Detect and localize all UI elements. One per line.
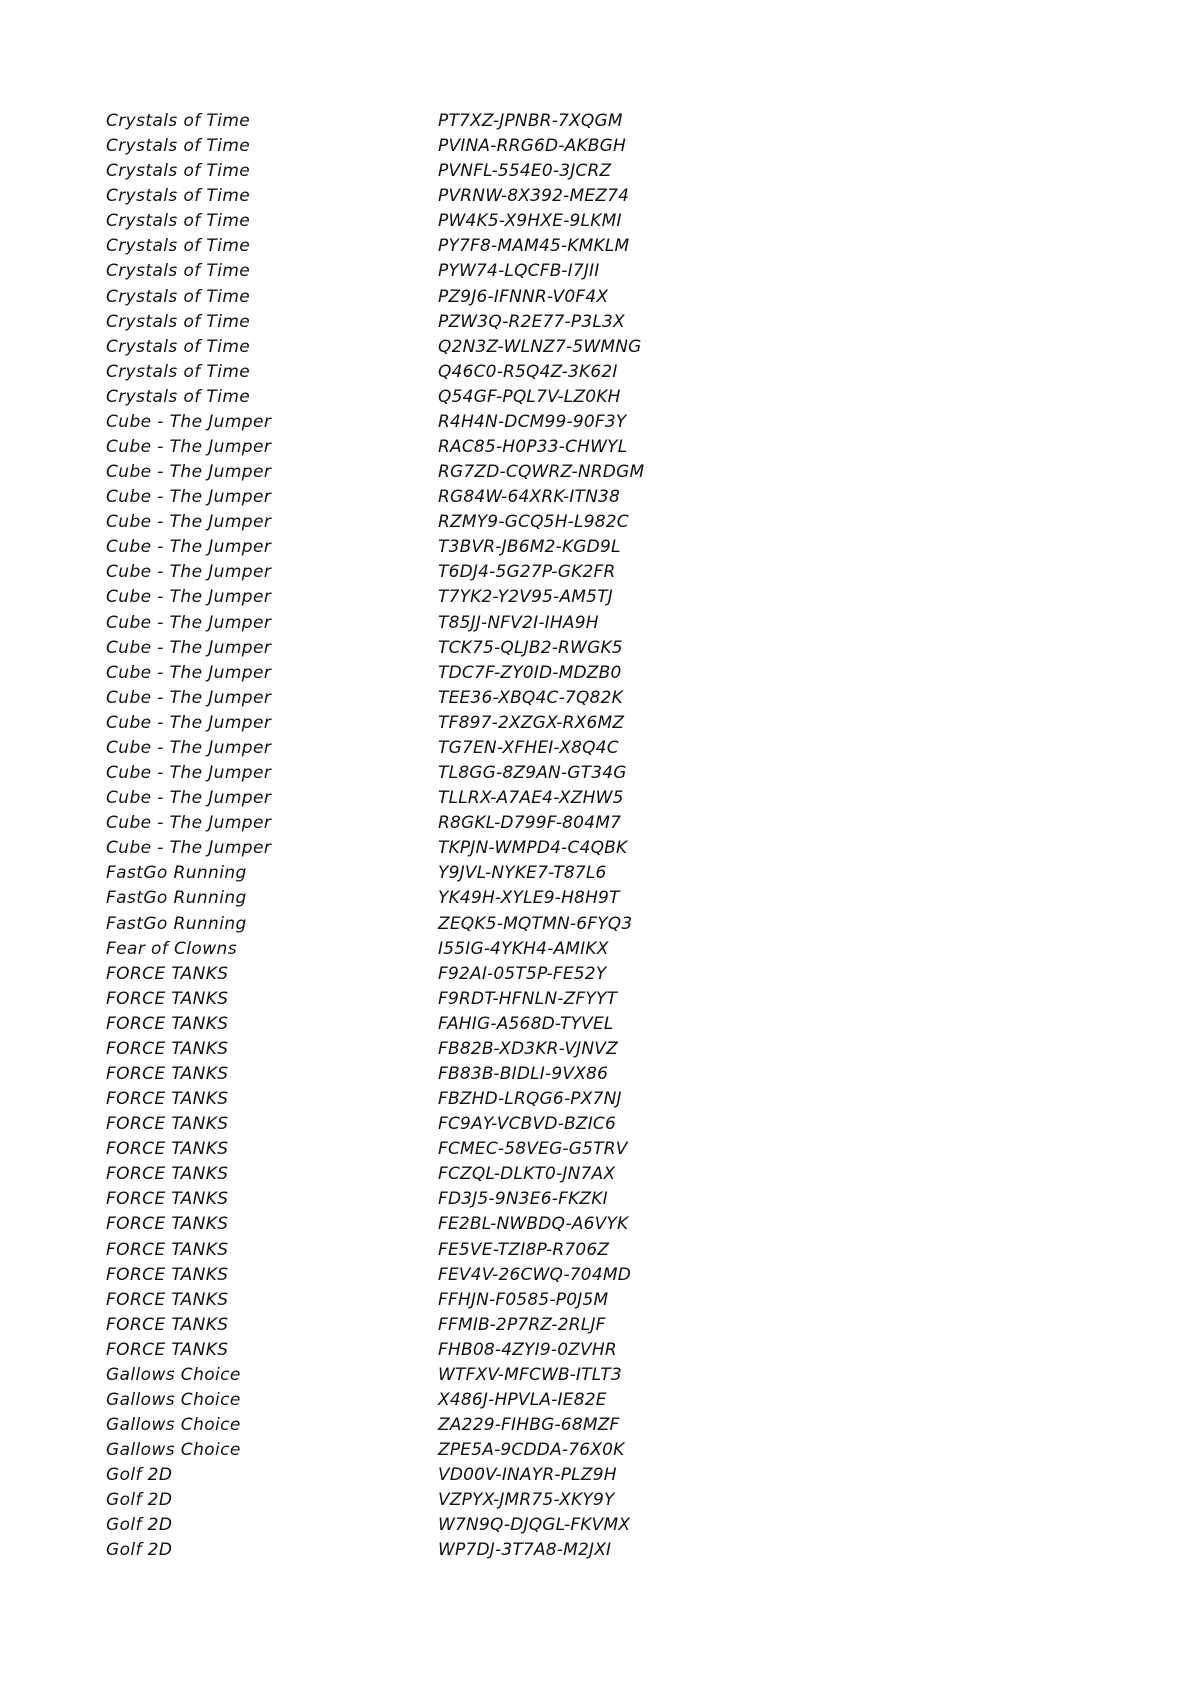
list-item	[106, 761, 806, 786]
game-title: Crystals of Time	[106, 261, 251, 282]
game-title: Golf 2D	[106, 1515, 173, 1536]
list-item	[106, 1037, 806, 1062]
product-key: TEE36-XBQ4C-7Q82K	[438, 687, 623, 708]
product-key: ZPE5A-9CDDA-76X0K	[438, 1440, 625, 1461]
list-item	[106, 310, 806, 335]
list-item	[106, 1488, 806, 1513]
game-title: FORCE TANKS	[106, 1139, 229, 1160]
list-item	[106, 912, 806, 937]
product-key: PVRNW-8X392-MEZ74	[438, 186, 630, 207]
game-title: Fear of Clowns	[106, 938, 237, 959]
list-item	[106, 686, 806, 711]
product-key: PYW74-LQCFB-I7JII	[438, 261, 600, 282]
game-title: Gallows Choice	[106, 1415, 241, 1436]
list-item	[106, 1187, 806, 1212]
product-key: T3BVR-JB6M2-KGD9L	[438, 537, 621, 558]
game-title: Cube - The Jumper	[106, 712, 272, 733]
list-item	[106, 335, 806, 360]
product-key: PT7XZ-JPNBR-7XQGM	[438, 111, 623, 131]
game-title: FORCE TANKS	[106, 1289, 229, 1310]
product-key: FE2BL-NWBDQ-A6VYK	[438, 1214, 629, 1235]
list-item	[106, 711, 806, 736]
list-item	[106, 285, 806, 310]
game-title: Cube - The Jumper	[106, 687, 272, 708]
product-key: VD00V-INAYR-PLZ9H	[438, 1465, 617, 1486]
product-key: ZEQK5-MQTMN-6FYQ3	[438, 913, 633, 934]
product-key: TF897-2XZGX-RX6MZ	[438, 712, 625, 733]
product-key: YK49H-XYLE9-H8H9T	[438, 888, 620, 909]
game-title: Golf 2D	[106, 1540, 173, 1561]
list-item	[106, 360, 806, 385]
game-title: FORCE TANKS	[106, 1314, 229, 1335]
game-title: Cube - The Jumper	[106, 838, 272, 859]
product-key: FE5VE-TZI8P-R706Z	[438, 1239, 610, 1260]
product-key: T7YK2-Y2V95-AM5TJ	[438, 587, 613, 608]
game-title: Crystals of Time	[106, 361, 251, 382]
list-item	[106, 1438, 806, 1463]
product-key: PZ9J6-IFNNR-V0F4X	[438, 286, 609, 307]
game-title: Crystals of Time	[106, 311, 251, 332]
game-title: Cube - The Jumper	[106, 763, 272, 784]
product-key: FHB08-4ZYI9-0ZVHR	[438, 1339, 617, 1360]
list-item	[106, 1238, 806, 1263]
list-item	[106, 962, 806, 987]
game-title: FastGo Running	[106, 888, 247, 909]
product-key: PVINA-RRG6D-AKBGH	[438, 136, 627, 157]
list-item	[106, 661, 806, 686]
list-item	[106, 937, 806, 962]
list-item	[106, 1212, 806, 1237]
game-title: Cube - The Jumper	[106, 537, 272, 558]
list-item	[106, 385, 806, 410]
game-title: FORCE TANKS	[106, 1214, 229, 1235]
game-title: Cube - The Jumper	[106, 737, 272, 758]
list-item	[106, 636, 806, 661]
list-item	[106, 1162, 806, 1187]
list-item	[106, 510, 806, 535]
game-title: Cube - The Jumper	[106, 637, 272, 658]
list-item	[106, 560, 806, 585]
product-key: T85JJ-NFV2I-IHA9H	[438, 612, 599, 633]
product-key: FFHJN-F0585-P0J5M	[438, 1289, 609, 1310]
list-item	[106, 1538, 806, 1563]
product-key: I55IG-4YKH4-AMIKX	[438, 938, 609, 959]
list-item	[106, 1087, 806, 1112]
list-item	[106, 1112, 806, 1137]
game-title: FORCE TANKS	[106, 1189, 229, 1210]
game-title: FORCE TANKS	[106, 1264, 229, 1285]
game-title: FORCE TANKS	[106, 1013, 229, 1034]
list-item	[106, 886, 806, 911]
list-item	[106, 109, 806, 134]
product-key: PZW3Q-R2E77-P3L3X	[438, 311, 625, 332]
game-title: FORCE TANKS	[106, 963, 229, 984]
list-item	[106, 134, 806, 159]
list-item	[106, 259, 806, 284]
product-key: FCZQL-DLKT0-JN7AX	[438, 1164, 616, 1185]
product-key: VZPYX-JMR75-XKY9Y	[438, 1490, 615, 1511]
product-key: TKPJN-WMPD4-C4QBK	[438, 838, 628, 859]
game-title: Cube - The Jumper	[106, 437, 272, 458]
list-item	[106, 611, 806, 636]
product-key: FB82B-XD3KR-VJNVZ	[438, 1038, 618, 1059]
list-item	[106, 811, 806, 836]
product-key: RAC85-H0P33-CHWYL	[438, 437, 628, 458]
game-title: FORCE TANKS	[106, 1164, 229, 1185]
game-title: Gallows Choice	[106, 1364, 241, 1385]
product-key: FC9AY-VCBVD-BZIC6	[438, 1114, 617, 1135]
list-item	[106, 435, 806, 460]
list-item	[106, 987, 806, 1012]
game-title: Cube - The Jumper	[106, 788, 272, 809]
list-item	[106, 1338, 806, 1363]
product-key: TCK75-QLJB2-RWGK5	[438, 637, 623, 658]
list-item	[106, 1413, 806, 1438]
game-title: Crystals of Time	[106, 386, 251, 407]
game-title: Cube - The Jumper	[106, 612, 272, 633]
product-key: RZMY9-GCQ5H-L982C	[438, 512, 629, 533]
game-title: Cube - The Jumper	[106, 512, 272, 533]
product-key: PY7F8-MAM45-KMKLM	[438, 236, 630, 257]
game-title: FastGo Running	[106, 863, 247, 884]
product-key: F9RDT-HFNLN-ZFYYT	[438, 988, 618, 1009]
list-item	[106, 585, 806, 610]
game-title: Crystals of Time	[106, 336, 251, 357]
list-item	[106, 786, 806, 811]
game-title: Crystals of Time	[106, 236, 251, 257]
product-key: FB83B-BIDLI-9VX86	[438, 1063, 609, 1084]
list-item	[106, 1062, 806, 1087]
game-title: FORCE TANKS	[106, 988, 229, 1009]
list-item	[106, 1388, 806, 1413]
product-key: Q2N3Z-WLNZ7-5WMNG	[438, 336, 642, 357]
list-item	[106, 1012, 806, 1037]
game-title: Cube - The Jumper	[106, 411, 272, 432]
list-item	[106, 159, 806, 184]
list-item	[106, 460, 806, 485]
game-title: Crystals of Time	[106, 111, 251, 131]
list-item	[106, 836, 806, 861]
game-title: Crystals of Time	[106, 161, 251, 182]
list-item	[106, 736, 806, 761]
list-item	[106, 1513, 806, 1538]
game-title: FORCE TANKS	[106, 1339, 229, 1360]
product-key: Y9JVL-NYKE7-T87L6	[438, 863, 607, 884]
product-key: Q46C0-R5Q4Z-3K62I	[438, 361, 618, 382]
product-key: R4H4N-DCM99-90F3Y	[438, 411, 627, 432]
list-item	[106, 1288, 806, 1313]
product-key: WTFXV-MFCWB-ITLT3	[438, 1364, 622, 1385]
game-title: Cube - The Jumper	[106, 462, 272, 483]
game-title: FastGo Running	[106, 913, 247, 934]
game-title: Golf 2D	[106, 1465, 173, 1486]
product-key: TG7EN-XFHEI-X8Q4C	[438, 737, 619, 758]
product-key: FFMIB-2P7RZ-2RLJF	[438, 1314, 606, 1335]
game-title: Cube - The Jumper	[106, 662, 272, 683]
list-item	[106, 209, 806, 234]
list-item	[106, 1463, 806, 1488]
game-title: Crystals of Time	[106, 186, 251, 207]
product-key: Q54GF-PQL7V-LZ0KH	[438, 386, 621, 407]
list-item	[106, 1137, 806, 1162]
product-key: F92AI-05T5P-FE52Y	[438, 963, 607, 984]
list-item	[106, 1313, 806, 1338]
game-title: Gallows Choice	[106, 1440, 241, 1461]
game-title: Crystals of Time	[106, 286, 251, 307]
game-title: FORCE TANKS	[106, 1038, 229, 1059]
product-key: T6DJ4-5G27P-GK2FR	[438, 562, 616, 583]
game-title: Cube - The Jumper	[106, 813, 272, 834]
game-title: Cube - The Jumper	[106, 587, 272, 608]
product-key: FEV4V-26CWQ-704MD	[438, 1264, 631, 1285]
product-key: RG84W-64XRK-ITN38	[438, 487, 621, 508]
game-title: Golf 2D	[106, 1490, 173, 1511]
product-key: RG7ZD-CQWRZ-NRDGM	[438, 462, 645, 483]
list-item	[106, 485, 806, 510]
product-key: TLLRX-A7AE4-XZHW5	[438, 788, 624, 809]
product-key: TL8GG-8Z9AN-GT34G	[438, 763, 627, 784]
game-title: Cube - The Jumper	[106, 487, 272, 508]
list-item	[106, 234, 806, 259]
product-key: PVNFL-554E0-3JCRZ	[438, 161, 612, 182]
product-key: PW4K5-X9HXE-9LKMI	[438, 211, 622, 232]
game-title: FORCE TANKS	[106, 1063, 229, 1084]
game-title: FORCE TANKS	[106, 1114, 229, 1135]
list-item	[106, 184, 806, 209]
product-key: FCMEC-58VEG-G5TRV	[438, 1139, 628, 1160]
game-title: Crystals of Time	[106, 136, 251, 157]
game-title: Cube - The Jumper	[106, 562, 272, 583]
list-item	[106, 861, 806, 886]
product-key: W7N9Q-DJQGL-FKVMX	[438, 1515, 631, 1536]
game-title: FORCE TANKS	[106, 1239, 229, 1260]
game-title: Crystals of Time	[106, 211, 251, 232]
product-key: ZA229-FIHBG-68MZF	[438, 1415, 620, 1436]
list-item	[106, 410, 806, 435]
product-key: FAHIG-A568D-TYVEL	[438, 1013, 614, 1034]
product-key: R8GKL-D799F-804M7	[438, 813, 622, 834]
product-key: TDC7F-ZY0ID-MDZB0	[438, 662, 622, 683]
list-item	[106, 535, 806, 560]
product-key: WP7DJ-3T7A8-M2JXI	[438, 1540, 612, 1561]
list-item	[106, 1363, 806, 1388]
product-key: FD3J5-9N3E6-FKZKI	[438, 1189, 608, 1210]
list-item	[106, 1263, 806, 1288]
product-key: FBZHD-LRQG6-PX7NJ	[438, 1089, 622, 1110]
product-key: X486J-HPVLA-IE82E	[438, 1389, 607, 1410]
game-key-list	[106, 109, 806, 1564]
game-title: Gallows Choice	[106, 1389, 241, 1410]
game-title: FORCE TANKS	[106, 1089, 229, 1110]
